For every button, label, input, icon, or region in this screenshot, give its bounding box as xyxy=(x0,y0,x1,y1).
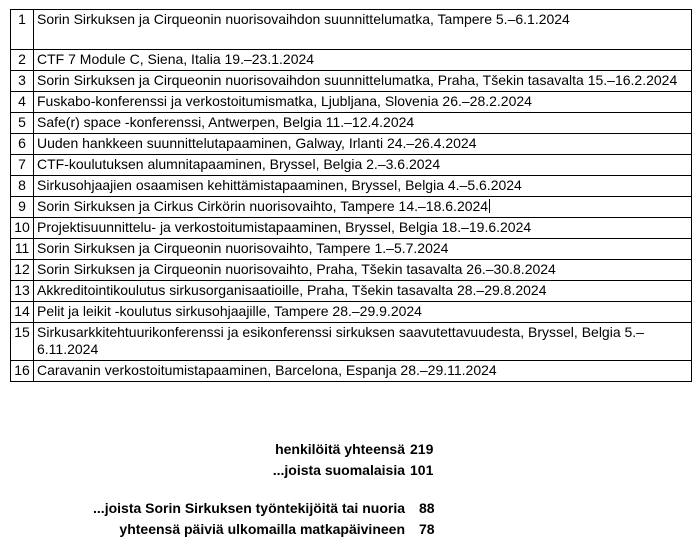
total-persons-value: 219 xyxy=(410,441,434,457)
row-number: 1 xyxy=(11,10,34,50)
trip-description: Sorin Sirkuksen ja Cirqueonin nuorisovaihdon suunnittelumatka, Tampere 5.–6.1.2024 xyxy=(34,10,692,50)
staff-youth-label: ...joista Sorin Sirkuksen työntekijöitä tai nuoria xyxy=(93,500,405,516)
row-number: 2 xyxy=(11,50,34,71)
text-cursor xyxy=(489,199,490,213)
summary-values xyxy=(410,0,470,552)
row-number: 15 xyxy=(11,323,34,361)
trip-description: Sorin Sirkuksen ja Cirqueonin nuorisovaihto, Praha, Tšekin tasavalta 26.–30.8.2024 xyxy=(34,260,692,281)
trip-description: Sirkusohjaajien osaamisen kehittämistapaaminen, Bryssel, Belgia 4.–5.6.2024 xyxy=(34,176,692,197)
days-abroad-value: 78 xyxy=(419,521,435,537)
total-persons-label: henkilöitä yhteensä xyxy=(275,441,405,457)
row-number: 13 xyxy=(11,281,34,302)
trip-description: Projektisuunnittelu- ja verkostoitumistapaaminen, Bryssel, Belgia 18.–19.6.2024 xyxy=(34,218,692,239)
row-number: 8 xyxy=(11,176,34,197)
row-number: 5 xyxy=(11,113,34,134)
row-number: 6 xyxy=(11,134,34,155)
trip-description-text: Sorin Sirkuksen ja Cirkus Cirkörin nuorisovaihto, Tampere 14.–18.6.2024 xyxy=(37,198,489,214)
row-number: 3 xyxy=(11,71,34,92)
trip-description: CTF 7 Module C, Siena, Italia 19.–23.1.2024 xyxy=(34,50,692,71)
trip-description: Caravanin verkostoitumistapaaminen, Barcelona, Espanja 28.–29.11.2024 xyxy=(34,361,692,382)
row-number: 9 xyxy=(11,197,34,218)
trip-description: Pelit ja leikit -koulutus sirkusohjaajille, Tampere 28.–29.9.2024 xyxy=(34,302,692,323)
trip-description: Sorin Sirkuksen ja Cirqueonin nuorisovaihdon suunnittelumatka, Praha, Tšekin tasavalta 15.–16.2.2024 xyxy=(34,71,692,92)
row-number: 12 xyxy=(11,260,34,281)
row-number: 10 xyxy=(11,218,34,239)
row-number: 14 xyxy=(11,302,34,323)
days-abroad-label: yhteensä päiviä ulkomailla matkapäivineen xyxy=(119,521,405,537)
finns-value: 101 xyxy=(410,462,434,478)
trip-description: Uuden hankkeen suunnittelutapaaminen, Galway, Irlanti 24.–26.4.2024 xyxy=(34,134,692,155)
row-number: 4 xyxy=(11,92,34,113)
row-number: 7 xyxy=(11,155,34,176)
trip-description: Sorin Sirkuksen ja Cirqueonin nuorisovaihto, Tampere 1.–5.7.2024 xyxy=(34,239,692,260)
trip-description: Safe(r) space -konferenssi, Antwerpen, Belgia 11.–12.4.2024 xyxy=(34,113,692,134)
trip-description: Fuskabo-konferenssi ja verkostoitumismatka, Ljubljana, Slovenia 26.–28.2.2024 xyxy=(34,92,692,113)
staff-youth-value: 88 xyxy=(419,500,435,516)
row-number: 11 xyxy=(11,239,34,260)
row-number: 16 xyxy=(11,361,34,382)
finns-label: ...joista suomalaisia xyxy=(272,462,405,478)
trip-description: CTF-koulutuksen alumnitapaaminen, Bryssel, Belgia 2.–3.6.2024 xyxy=(34,155,692,176)
trip-description: Sirkusarkkitehtuurikonferenssi ja esikonferenssi sirkuksen saavutettavuudesta, Bryssel, Belgia 5.–6.11.2024 xyxy=(34,323,692,361)
trip-description: Akkreditointikoulutus sirkusorganisaatioille, Praha, Tšekin tasavalta 28.–29.8.2024 xyxy=(34,281,692,302)
